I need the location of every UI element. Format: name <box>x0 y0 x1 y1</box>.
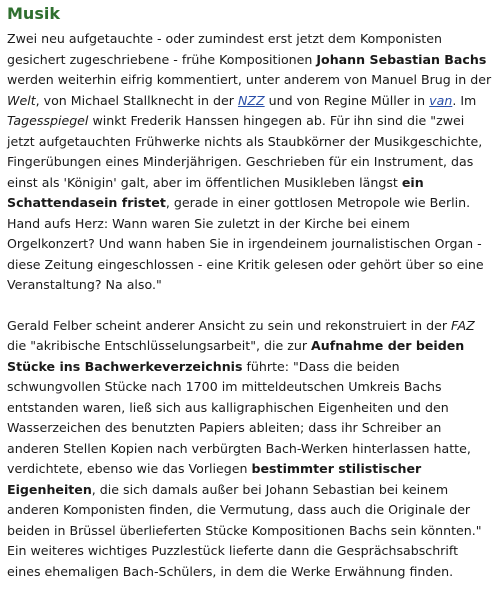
text-run: Zwei neu aufgetauchte - oder zumindest erst jetzt dem Komponisten gesichert zugeschriebene - frühe Kompositionen <box>7 31 442 67</box>
van-link[interactable]: van <box>429 92 453 108</box>
text-run: , gerade in einer gottlosen Metropole wie Berlin. Hand aufs Herz: Wann waren Sie zuletzt in der Kirche bei einem Orgelkonzert? Und wann haben Sie in irgendeinem journalistischen Organ - diese Zeitung eingeschlossen - eine Kritik gelesen oder gehört über so eine Veranstaltung? Na also." <box>7 195 484 292</box>
publication-name: Tagesspiegel <box>7 113 89 128</box>
bold-text: Johann Sebastian Bachs <box>316 51 487 67</box>
publication-name: FAZ <box>451 317 475 333</box>
text-run: , von Michael Stallknecht in der <box>35 92 238 108</box>
section-title: Musik <box>7 4 60 23</box>
nzz-link[interactable]: NZZ <box>237 92 265 108</box>
text-run: die "akribische Entschlüsselungsarbeit", die zur <box>7 338 312 353</box>
bold-text: ein Schattendasein fristet <box>7 174 424 210</box>
text-run: und von Regine Müller in <box>264 92 430 108</box>
bold-text: Aufnahme der beiden Stücke ins Bachwerkeverzeichnis <box>7 338 465 374</box>
paragraph-1 <box>7 29 494 296</box>
bold-text: bestimmter stilistischer Eigenheiten <box>7 461 422 497</box>
paragraph-2 <box>7 316 494 583</box>
text-run: winkt Frederik Hanssen hingegen ab. Für ihn sind die "zwei jetzt aufgetauchten Frühwerke nichts als Staubkörner der Musikgeschichte, Fingerübungen eines Minderjährigen. Geschrieben für ein Instrument, das einst als 'Königin' galt, aber im öffentlichen Musikleben längst <box>7 113 483 190</box>
text-run: , die sich damals außer bei Johann Sebastian bei keinem anderen Komponisten finden, die Vermutung, dass auch die Originale der beiden in Brüssel überlieferten Stücke Kompositionen Bachs sein könnten." Ein weiteres wichtiges Puzzlestück lieferte dann die Gesprächsabschrift eines ehemaligen Bach-Schülers, in dem die Werke Erwähnung finden. <box>7 481 482 579</box>
text-run: führte: "Dass die beiden schwungvollen Stücke nach 1700 im mitteldeutschen Umkreis Bachs entstanden waren, ließ sich aus kalligraphischen Eigenheiten und den Wasserzeichen des benutzten Papiers ableiten; dass ihr Schreiber an anderen Stellen Kopien nach verbürgten Bach-Werken hinterlassen hatte, verdichtete, ebenso wie das Vorliegen <box>7 358 471 476</box>
publication-name: Welt <box>7 92 36 108</box>
text-run: werden weiterhin eifrig kommentiert, unter anderem von Manuel Brug in der <box>7 72 492 87</box>
text-run: . Im <box>452 92 477 108</box>
text-run: Gerald Felber scheint anderer Ansicht zu sein und rekonstruiert in der <box>7 317 451 333</box>
